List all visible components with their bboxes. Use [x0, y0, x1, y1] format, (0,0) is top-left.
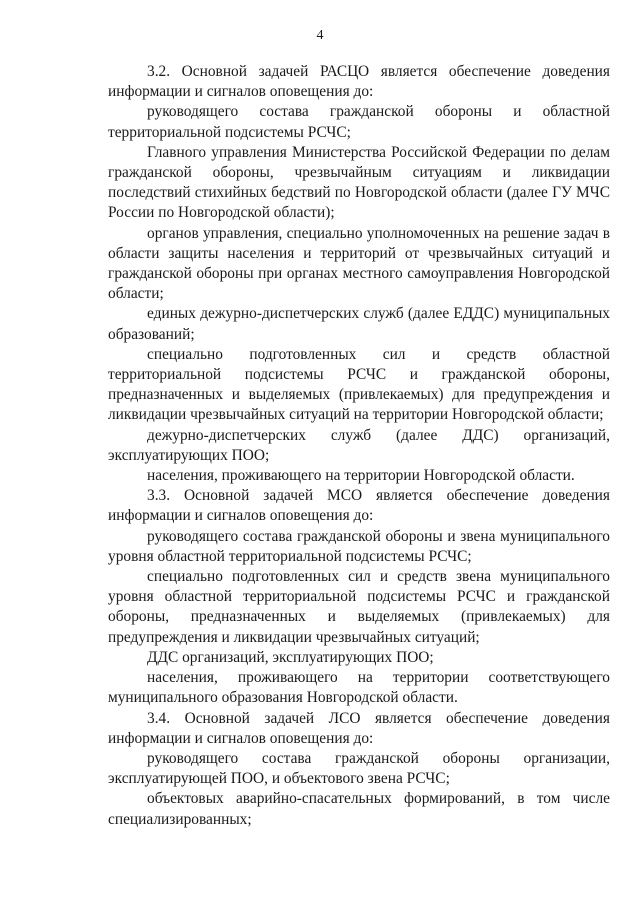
list-item: руководящего состава гражданской обороны и звена муниципального уровня областной территориальной подсистемы РСЧС; — [108, 527, 610, 565]
list-item: руководящего состава гражданской обороны организации, эксплуатирующей ПОО, и объектового звена РСЧС; — [108, 749, 610, 788]
list-item: специально подготовленных сил и средств областной территориальной подсистемы РСЧС и гражданской обороны, предназначенных и выделяемых (привлекаемых) для предупреждения и ликвидации чрезвычайных ситуаций на территории Новгородской области; — [108, 345, 610, 424]
list-item: населения, проживающего на территории соответствующего муниципального образования Новгородской области. — [108, 669, 610, 707]
list-item: объектовых аварийно-спасательных формирований, в том числе специализированных; — [108, 790, 610, 828]
list-item: дежурно-диспетчерских служб (далее ДДС) организаций, эксплуатирующих ПОО; — [108, 426, 610, 464]
list-item: специально подготовленных сил и средств звена муниципального уровня областной территориальной подсистемы РСЧС и гражданской обороны, предназначенных и выделяемых (привлекаемых) для предупреждения и ликвидации чрезвычайных ситуаций; — [108, 568, 610, 646]
paragraph-3-4-intro: 3.4. Основной задачей ЛСО является обеспечение доведения информации и сигналов оповещения до: — [108, 709, 610, 747]
paragraph-3-3-intro: 3.3. Основной задачей МСО является обеспечение доведения информации и сигналов оповещения до: — [108, 487, 610, 525]
page-number: 4 — [316, 28, 324, 43]
list-item: органов управления, специально уполномоченных на решение задач в области защиты населения и территорий от чрезвычайных ситуаций и гражданской обороны при органах местного самоуправления Новгородской области; — [108, 224, 610, 303]
list-item: единых дежурно-диспетчерских служб (далее ЕДДС) муниципальных образований; — [108, 305, 610, 343]
list-item: ДДС организаций, эксплуатирующих ПОО; — [147, 648, 434, 666]
document-body — [108, 62, 610, 830]
list-item: населения, проживающего на территории Новгородской области. — [147, 467, 575, 485]
list-item: руководящего состава гражданской обороны и областной территориальной подсистемы РСЧС; — [108, 103, 610, 141]
paragraph-3-2-intro: 3.2. Основной задачей РАСЦО является обеспечение доведения информации и сигналов оповещения до: — [108, 63, 610, 101]
list-item: Главного управления Министерства Российской Федерации по делам гражданской обороны, чрезвычайным ситуациям и ликвидации последствий стихийных бедствий по Новгородской области (далее ГУ МЧС России по Новгородской области); — [108, 143, 610, 222]
